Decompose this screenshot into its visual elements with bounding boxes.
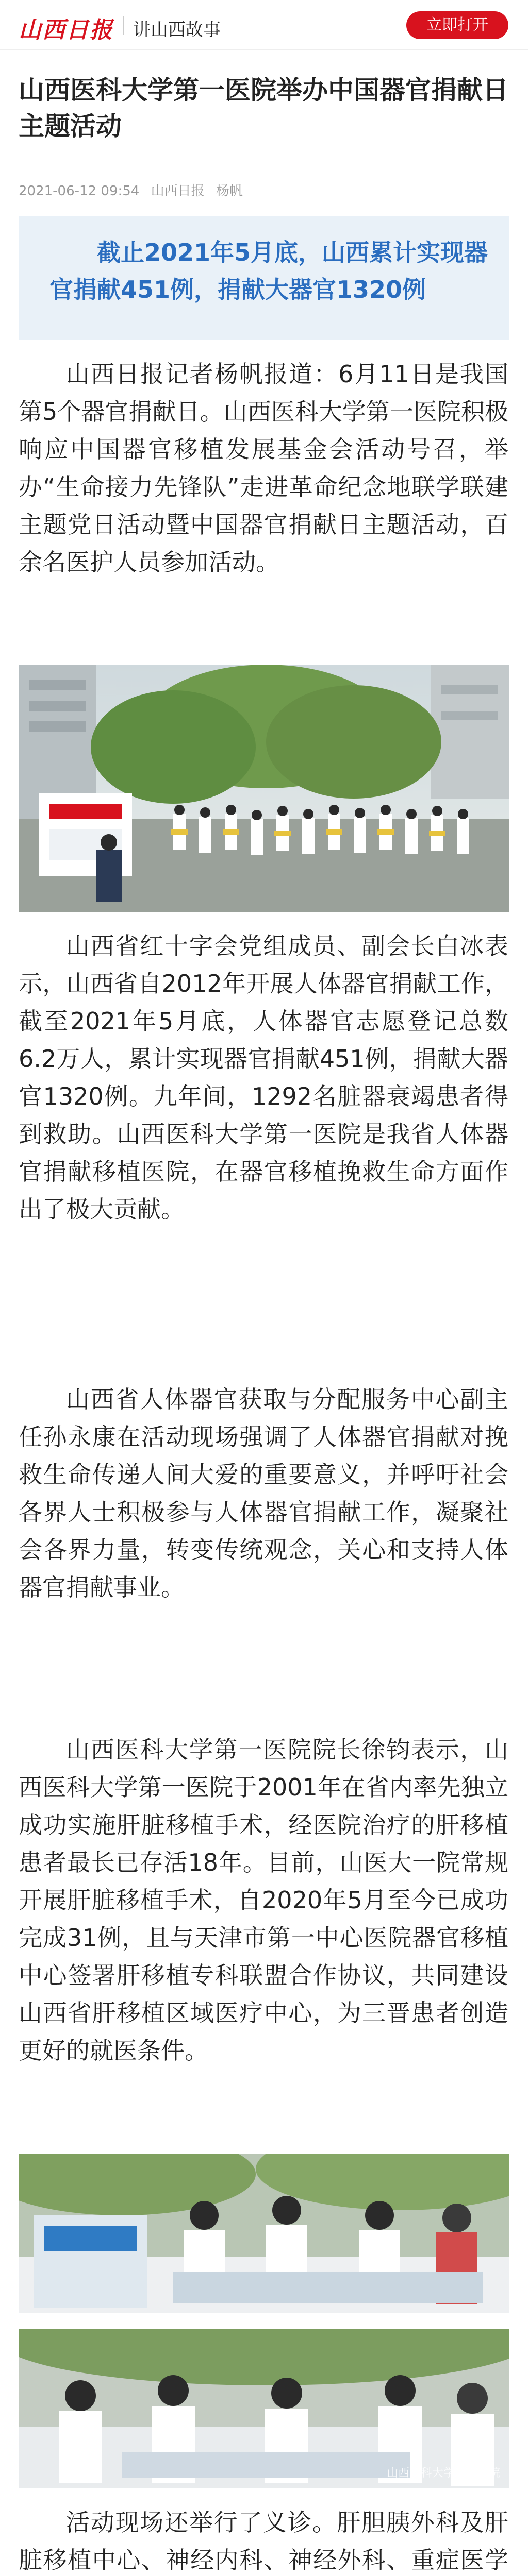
photo-event-stage-image <box>19 665 509 912</box>
paragraph-4: 山西医科大学第一医院院长徐钧表示，山西医科大学第一医院于2001年在省内率先独立成功实施肝脏移植手术，经医院治疗的肝移植患者最长已存活18年。目前，山医大一院常规开展肝脏移植手术，自2020年5月至今已成功完成31例，且与天津市第一中心医院器官移植中心签署肝移植专科联盟合作协议，共同建设山西省肝移植区域医疗中心，为三晋患者创造更好的就医条件。 <box>19 1736 508 2064</box>
photo-free-clinic-1 <box>19 2154 509 2313</box>
article-meta <box>19 180 250 199</box>
photo-free-clinic-1-image <box>19 2154 509 2313</box>
lead-text: 截止2021年5月底，山西累计实现器官捐献451例，捐献大器官1320例 <box>50 239 488 303</box>
paragraph-5: 活动现场还举行了义诊。肝胆胰外科及肝脏移植中心、神经内科、神经外科、重症医学 <box>19 2509 508 2574</box>
brand-tagline: 讲山西故事 <box>133 20 221 40</box>
photo-event-stage <box>19 665 509 912</box>
paragraph-3: 山西省人体器官获取与分配服务中心副主任孙永康在活动现场强调了人体器官捐献对挽救生命传递人间大爱的重要意义，并呼吁社会各界人士积极参与人体器官捐献工作，凝聚社会各界力量，转变传统观念，关心和支持人体器官捐献事业。 <box>19 1385 508 1601</box>
paragraph-1: 山西日报记者杨帆报道：6月11日是我国第5个器官捐献日。山西医科大学第一医院积极响应中国器官移植发展基金会活动号召，举办“生命接力先锋队”走进革命纪念地联学联建主题党日活动暨中国器官捐献日主题活动，百余名医护人员参加活动。 <box>19 360 508 576</box>
article-title: 山西医科大学第一医院举办中国器官捐献日主题活动 <box>19 75 508 141</box>
brand-logo[interactable]: 山西日报 <box>19 17 113 43</box>
top-bar <box>0 0 528 50</box>
photo-watermark: 山西医科大学第一医院 <box>386 2467 500 2480</box>
photo-free-clinic-2 <box>19 2329 509 2488</box>
article-source: 山西日报 <box>151 183 205 199</box>
publish-datetime: 2021-06-12 09:54 <box>19 183 140 199</box>
paragraph-2: 山西省红十字会党组成员、副会长白冰表示，山西省自2012年开展人体器官捐献工作，截至2021年5月底，人体器官志愿登记总数6.2万人，累计实现器官捐献451例，捐献大器官1320例。九年间，1292名脏器衰竭患者得到救助。山西医科大学第一医院是我省人体器官捐献移植医院，在器官移植挽救生命方面作出了极大贡献。 <box>19 932 508 1223</box>
lead-highlight-box <box>19 216 509 340</box>
brand-divider <box>123 16 124 35</box>
article-author: 杨帆 <box>216 183 243 199</box>
open-app-button[interactable]: 立即打开 <box>406 11 508 39</box>
